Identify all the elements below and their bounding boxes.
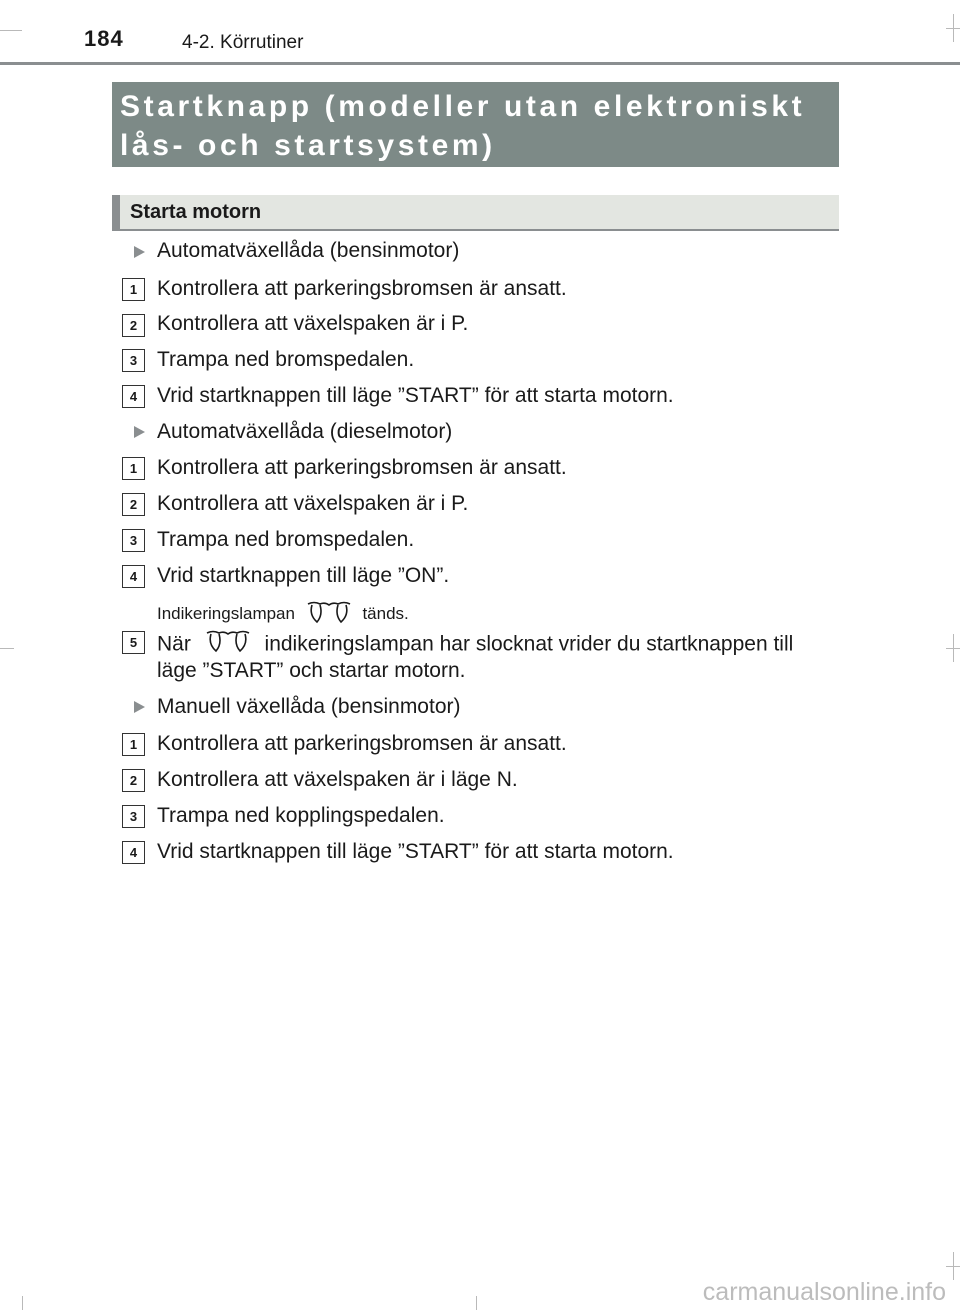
title-line-2: lås- och startsystem) <box>120 129 496 162</box>
step-text: Kontrollera att parkeringsbromsen är ansatt. <box>157 456 567 479</box>
step-text: Kontrollera att växelspaken är i läge N. <box>157 768 518 791</box>
step5-text-before: När <box>157 632 191 656</box>
step-number: 3 <box>122 805 145 828</box>
step-text: Vrid startknappen till läge ”START” för att starta motorn. <box>157 840 674 863</box>
crop-mark <box>476 1296 477 1310</box>
step-number: 1 <box>122 457 145 480</box>
section-label: 4-2. Körrutiner <box>182 32 304 53</box>
crop-mark <box>22 1296 23 1310</box>
step-number: 3 <box>122 529 145 552</box>
step-number: 1 <box>122 733 145 756</box>
watermark: carmanualsonline.info <box>702 1278 946 1306</box>
step-text: Vrid startknappen till läge ”START” för att starta motorn. <box>157 384 674 407</box>
step-text: Trampa ned kopplingspedalen. <box>157 804 445 827</box>
group-heading: Manuell växellåda (bensinmotor) <box>157 695 461 718</box>
step-number: 5 <box>122 631 145 654</box>
step-number: 3 <box>122 349 145 372</box>
triangle-bullet-icon <box>134 246 145 258</box>
step-text: Trampa ned bromspedalen. <box>157 348 415 371</box>
glow-plug-indicator-icon <box>306 599 352 630</box>
page-number: 184 <box>84 26 124 51</box>
crop-mark <box>953 1252 954 1280</box>
subtitle: Starta motorn <box>130 201 262 223</box>
triangle-bullet-icon <box>134 701 145 713</box>
step-text: Kontrollera att växelspaken är i P. <box>157 492 469 515</box>
step-text: Vrid startknappen till läge ”ON”. <box>157 564 450 587</box>
crop-mark <box>0 648 14 649</box>
title-line-1: Startknapp (modeller utan elektroniskt <box>120 90 806 123</box>
step-text: Trampa ned bromspedalen. <box>157 528 415 551</box>
step-number: 4 <box>122 841 145 864</box>
step-text: Kontrollera att växelspaken är i P. <box>157 312 469 335</box>
indicator-note <box>157 599 409 630</box>
note-text-before: Indikeringslampan <box>157 603 295 623</box>
step-text: Kontrollera att parkeringsbromsen är ansatt. <box>157 732 567 755</box>
subtitle-accent <box>112 195 120 229</box>
step-number: 2 <box>122 493 145 516</box>
group-heading: Automatväxellåda (dieselmotor) <box>157 420 453 443</box>
crop-mark <box>0 30 22 31</box>
triangle-bullet-icon <box>134 426 145 438</box>
step5-text-after: indikeringslampan har slocknat vrider du startknappen till <box>264 632 794 656</box>
step-number: 1 <box>122 278 145 301</box>
title-bar <box>112 82 839 167</box>
step-number: 2 <box>122 314 145 337</box>
step-number: 2 <box>122 769 145 792</box>
group-heading: Automatväxellåda (bensinmotor) <box>157 239 460 262</box>
crop-mark <box>953 634 954 662</box>
step-number: 4 <box>122 385 145 408</box>
step-text-line-2: läge ”START” och startar motorn. <box>157 659 466 682</box>
step-number: 4 <box>122 565 145 588</box>
header-rule <box>0 62 960 65</box>
subtitle-bar <box>112 195 839 231</box>
step-text: Kontrollera att parkeringsbromsen är ansatt. <box>157 277 567 300</box>
crop-mark <box>953 14 954 42</box>
note-text-after: tänds. <box>362 603 409 623</box>
